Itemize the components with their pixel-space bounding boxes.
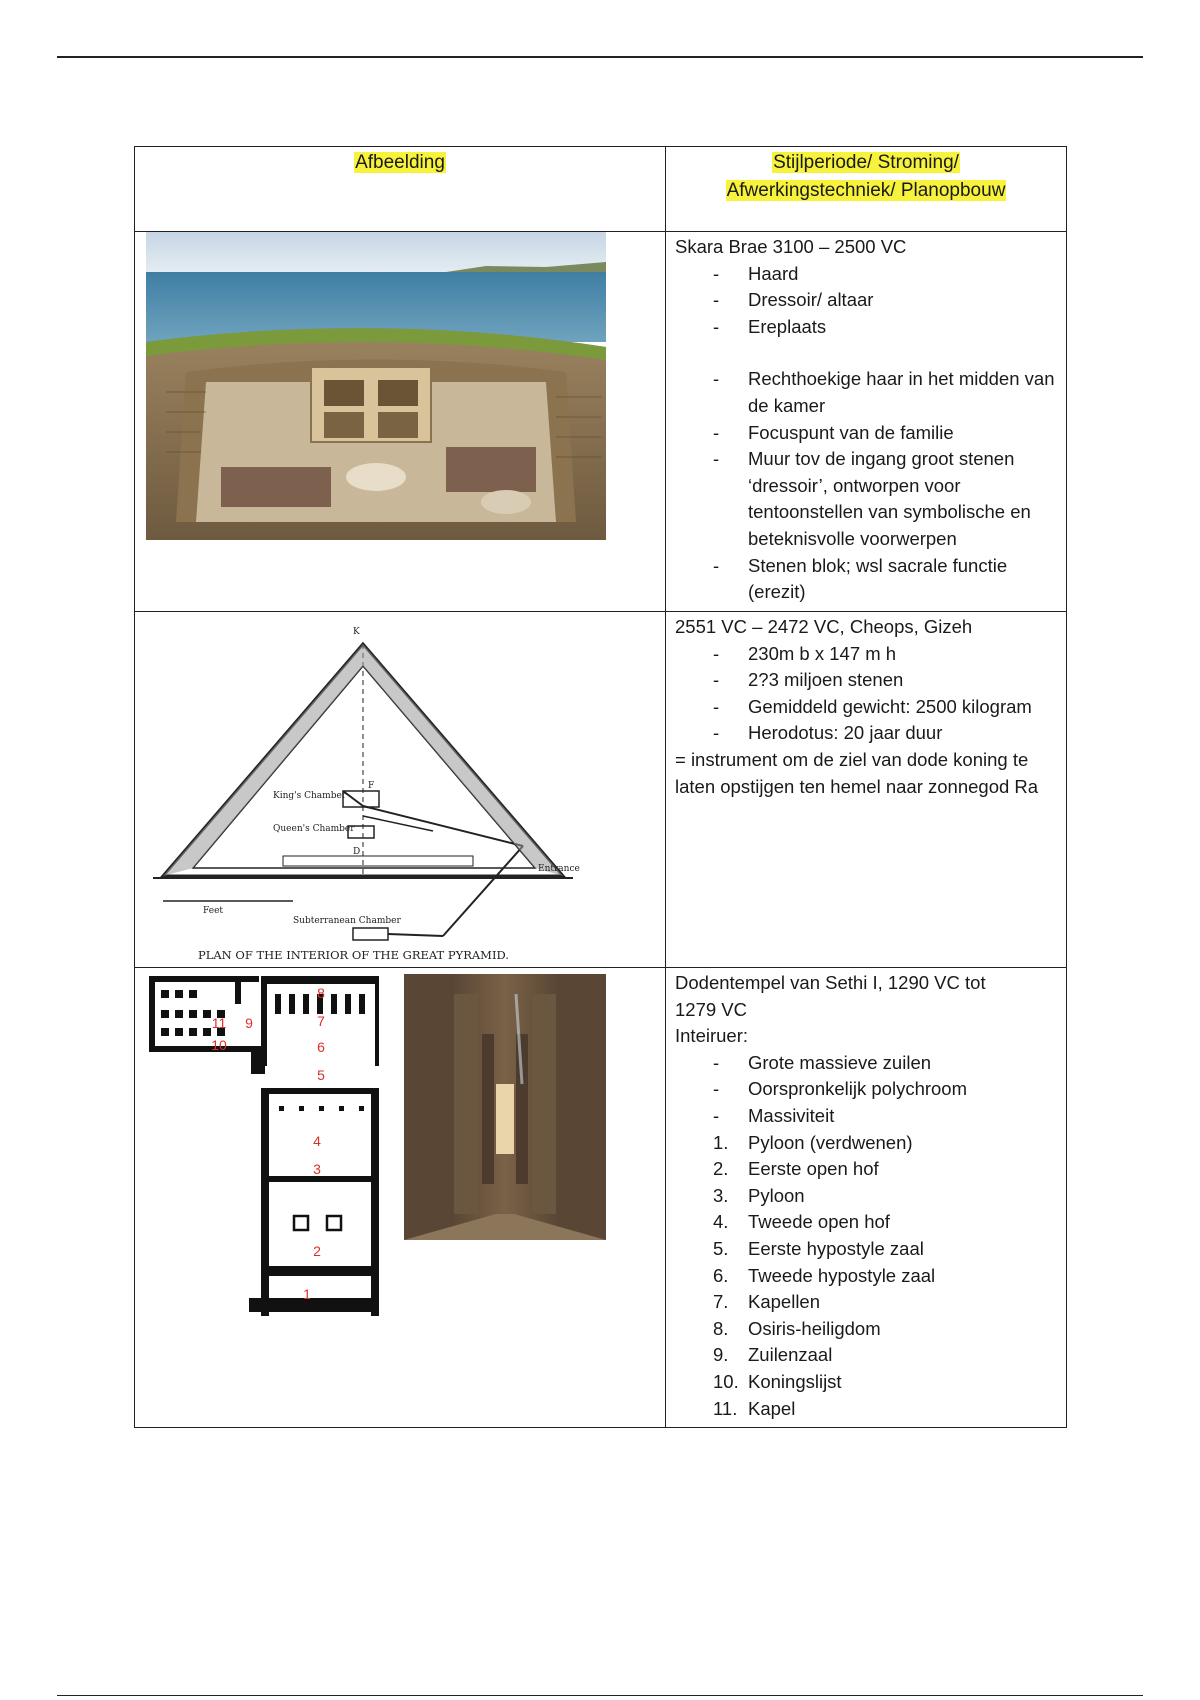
footer-rule (57, 1695, 1143, 1696)
plan-label-5: 5 (317, 1067, 325, 1083)
list-item: - Oorspronkelijk polychroom (713, 1078, 968, 1100)
pyramid-label-feet: Feet (203, 906, 224, 916)
plan-label-1: 1 (303, 1286, 311, 1302)
seti-title-line2: 1279 VC (675, 998, 747, 1020)
list-item: 5. Eerste hypostyle zaal (713, 1237, 924, 1259)
skara-brae-description (666, 232, 1067, 612)
header-rule (57, 56, 1143, 58)
pyramid-label-d: D (353, 847, 361, 857)
pyramid-figure-caption: PLAN OF THE INTERIOR OF THE GREAT PYRAMID. (198, 948, 509, 962)
header-image-label: Afbeelding (355, 152, 445, 173)
list-item: 9. Zuilenzaal (713, 1344, 833, 1366)
skara-brae-list-a (675, 261, 1058, 341)
seti-hypostyle-photo (404, 974, 606, 1240)
list-item: - Stenen blok; wsl sacrale functie (erezit) (713, 554, 1008, 603)
pyramid-label-queens: Queen's Chamber (273, 824, 355, 834)
pyramid-description (666, 612, 1067, 968)
plan-label-7: 7 (317, 1013, 325, 1029)
pyramid-list (675, 641, 1058, 747)
pyramid-note: = instrument om de ziel van dode koning te laten opstijgen ten hemel naar zonnegod Ra (675, 748, 1039, 797)
pyramid-title: 2551 VC – 2472 VC, Cheops, Gizeh (675, 616, 973, 637)
list-item: 8. Osiris-heiligdom (713, 1317, 881, 1339)
plan-label-6: 6 (317, 1039, 325, 1055)
seti-description (666, 968, 1067, 1428)
seti-numbered-list (675, 1130, 1058, 1423)
plan-label-8: 8 (317, 985, 325, 1001)
seti-bullet-list (675, 1050, 1058, 1130)
pyramid-label-entrance: Entrance (538, 864, 580, 874)
list-item: - 2?3 miljoen stenen (713, 669, 904, 691)
skara-brae-photo (146, 232, 606, 540)
skara-brae-image-cell (135, 232, 666, 612)
list-item: 6. Tweede hypostyle zaal (713, 1264, 936, 1286)
seti-title-line1: Dodentempel van Sethi I, 1290 VC tot (675, 972, 986, 993)
plan-label-11: 11 (211, 1015, 227, 1031)
list-item: - Massiviteit (713, 1104, 835, 1126)
pyramid-label-kings: King's Chamber (273, 791, 347, 801)
skara-brae-title: Skara Brae 3100 – 2500 VC (675, 236, 907, 257)
seti-subtitle: Inteiruer: (675, 1025, 749, 1047)
pyramid-label-k: K (353, 627, 360, 637)
plan-label-3: 3 (313, 1161, 321, 1177)
list-item: 10. Koningslijst (713, 1370, 842, 1392)
list-item: - Rechthoekige haar in het midden van de kamer (713, 368, 1055, 416)
plan-label-9: 9 (245, 1015, 253, 1031)
list-item: - Gemiddeld gewicht: 2500 kilogram (713, 695, 1032, 717)
list-item: - Herodotus: 20 jaar duur (713, 722, 943, 744)
list-item: 1. Pyloon (verdwenen) (713, 1131, 913, 1153)
header-style-column (666, 147, 1067, 232)
header-style-label-1: Stijlperiode/ Stroming/ (773, 152, 959, 173)
seti-temple-floor-plan (149, 976, 379, 1316)
plan-label-10: 10 (211, 1037, 227, 1053)
great-pyramid-plan-figure (143, 616, 583, 966)
list-item: - Ereplaats (713, 315, 827, 337)
pyramid-label-f: F (368, 781, 375, 791)
pyramid-label-subterranean: Subterranean Chamber (293, 916, 401, 926)
list-item: 4. Tweede open hof (713, 1211, 890, 1233)
art-history-table (134, 146, 1067, 1428)
skara-brae-list-b (675, 366, 1058, 605)
plan-label-4: 4 (313, 1133, 321, 1149)
seti-image-cell (135, 968, 666, 1428)
header-image-column (135, 147, 666, 232)
list-item: - Muur tov de ingang groot stenen ‘dressoir’, ontworpen voor tentoonstellen van symbolische en beteknisvolle voorwerpen (713, 448, 1031, 549)
list-item: 7. Kapellen (713, 1291, 821, 1313)
list-item: - Grote massieve zuilen (713, 1051, 932, 1073)
plan-label-2: 2 (313, 1243, 321, 1259)
list-item: 3. Pyloon (713, 1184, 805, 1206)
list-item: - 230m b x 147 m h (713, 642, 897, 664)
list-item: - Focuspunt van de familie (713, 421, 954, 443)
list-item: 11. Kapel (713, 1397, 796, 1419)
list-item: - Dressoir/ altaar (713, 289, 874, 311)
pyramid-image-cell (135, 612, 666, 968)
header-style-label-2: Afwerkingstechniek/ Planopbouw (726, 180, 1006, 201)
list-item: - Haard (713, 262, 799, 284)
list-item: 2. Eerste open hof (713, 1158, 879, 1180)
